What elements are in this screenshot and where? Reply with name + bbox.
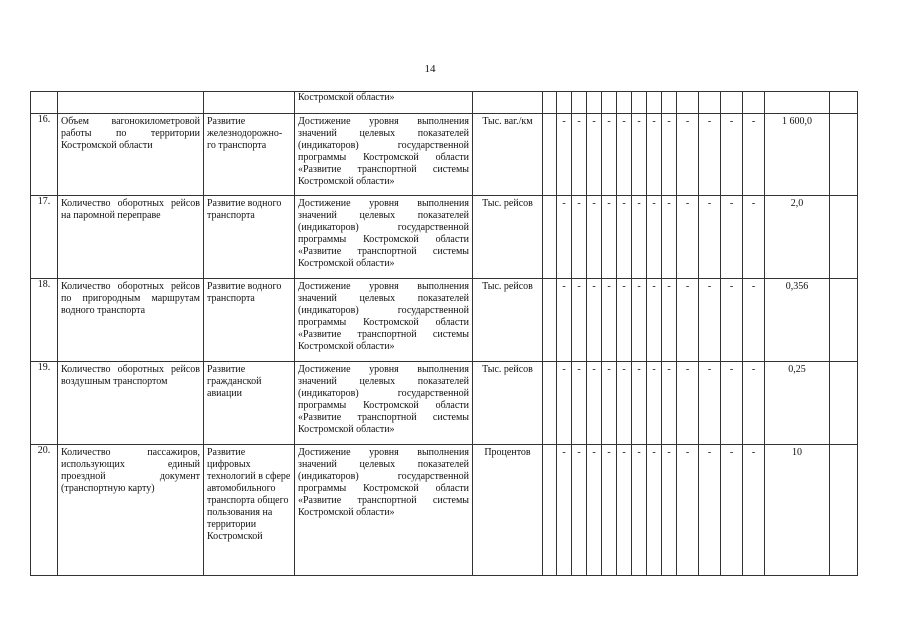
indicator-name: Количество оборотных рейсов по пригородным маршрутам водного транспорта [58, 279, 204, 362]
goal-text: Достижение уровня выполнения значений целевых показателей (индикаторов) государственной программы Костромской области «Развитие транспортной системы Костромской области» [295, 114, 473, 196]
dash-cell: - [677, 445, 699, 576]
period-cell [572, 92, 587, 114]
dash-cell: - [721, 114, 743, 196]
dash-cell: - [602, 196, 617, 279]
indicator-name: Количество оборотных рейсов на паромной переправе [58, 196, 204, 279]
dash-cell: - [617, 445, 632, 576]
dash-cell: - [602, 114, 617, 196]
dash-cell: - [587, 445, 602, 576]
dash-cell: - [743, 279, 765, 362]
indicators-table [30, 91, 858, 576]
dash-cell: - [587, 114, 602, 196]
period-cell [617, 92, 632, 114]
dash-cell: - [721, 445, 743, 576]
unit-label: Тыс. рейсов [473, 196, 543, 279]
direction-name: Развитие цифровых технологий в сфере автомобильного транспорта общего пользования на территории Костромской [204, 445, 295, 576]
direction-name: Развитие водного транспорта [204, 196, 295, 279]
unit-label: Тыс. рейсов [473, 362, 543, 445]
dash-cell: - [632, 279, 647, 362]
target-value: 0,25 [765, 362, 830, 445]
period-cell [602, 92, 617, 114]
dash-cell: - [557, 445, 572, 576]
row-number: 17. [31, 196, 58, 279]
dash-cell: - [662, 279, 677, 362]
dash-cell: - [632, 445, 647, 576]
period-cell [743, 92, 765, 114]
dash-cell: - [662, 196, 677, 279]
gap-cell [543, 196, 557, 279]
dash-cell: - [662, 114, 677, 196]
value-cell [765, 92, 830, 114]
number-cell [31, 92, 58, 114]
dash-cell: - [572, 279, 587, 362]
table-row [31, 196, 858, 279]
direction-name: Развитие водного транспорта [204, 279, 295, 362]
dash-cell: - [602, 279, 617, 362]
table-row [31, 279, 858, 362]
dash-cell: - [557, 362, 572, 445]
dash-cell: - [647, 362, 662, 445]
trailing-cell [830, 445, 858, 576]
dash-cell: - [617, 196, 632, 279]
unit-cell [473, 92, 543, 114]
indicator-name: Количество пассажиров, использующих единый проездной документ (транспортную карту) [58, 445, 204, 576]
dash-cell: - [677, 279, 699, 362]
direction-name: Развитие гражданской авиации [204, 362, 295, 445]
trailing-cell [830, 92, 858, 114]
indicator-name: Объем вагонокилометровой работы по территории Костромской области [58, 114, 204, 196]
period-cell [557, 92, 572, 114]
gap-cell [543, 445, 557, 576]
table-row [31, 114, 858, 196]
target-value: 0,356 [765, 279, 830, 362]
goal-text: Достижение уровня выполнения значений целевых показателей (индикаторов) государственной программы Костромской области «Развитие транспортной системы Костромской области» [295, 362, 473, 445]
goal-text: Достижение уровня выполнения значений целевых показателей (индикаторов) государственной программы Костромской области «Развитие транспортной системы Костромской области» [295, 279, 473, 362]
dash-cell: - [587, 279, 602, 362]
gap-cell [543, 279, 557, 362]
period-cell [699, 92, 721, 114]
dash-cell: - [721, 279, 743, 362]
dash-cell: - [677, 114, 699, 196]
dash-cell: - [743, 362, 765, 445]
period-cell [721, 92, 743, 114]
gap-cell [543, 114, 557, 196]
direction-cell [204, 92, 295, 114]
dash-cell: - [572, 196, 587, 279]
dash-cell: - [647, 445, 662, 576]
row-number: 19. [31, 362, 58, 445]
direction-name: Развитие железнодорожно-го транспорта [204, 114, 295, 196]
dash-cell: - [602, 445, 617, 576]
dash-cell: - [572, 114, 587, 196]
row-number: 20. [31, 445, 58, 576]
row-number: 16. [31, 114, 58, 196]
dash-cell: - [662, 445, 677, 576]
dash-cell: - [572, 445, 587, 576]
dash-cell: - [587, 196, 602, 279]
dash-cell: - [699, 279, 721, 362]
trailing-cell [830, 196, 858, 279]
gap-cell [543, 92, 557, 114]
trailing-cell [830, 114, 858, 196]
indicator-name: Количество оборотных рейсов воздушным транспортом [58, 362, 204, 445]
dash-cell: - [677, 362, 699, 445]
goal-text: Достижение уровня выполнения значений целевых показателей (индикаторов) государственной программы Костромской области «Развитие транспортной системы Костромской области» [295, 196, 473, 279]
dash-cell: - [617, 362, 632, 445]
table-row [31, 445, 858, 576]
unit-label: Процентов [473, 445, 543, 576]
gap-cell [543, 362, 557, 445]
trailing-cell [830, 279, 858, 362]
dash-cell: - [587, 362, 602, 445]
dash-cell: - [721, 196, 743, 279]
period-cell [647, 92, 662, 114]
dash-cell: - [632, 362, 647, 445]
unit-label: Тыс. ваг./км [473, 114, 543, 196]
dash-cell: - [662, 362, 677, 445]
dash-cell: - [557, 279, 572, 362]
indicator-cell [58, 92, 204, 114]
dash-cell: - [617, 279, 632, 362]
dash-cell: - [632, 196, 647, 279]
period-cell [587, 92, 602, 114]
row-number: 18. [31, 279, 58, 362]
dash-cell: - [743, 445, 765, 576]
dash-cell: - [699, 196, 721, 279]
dash-cell: - [699, 362, 721, 445]
dash-cell: - [647, 114, 662, 196]
dash-cell: - [557, 196, 572, 279]
dash-cell: - [557, 114, 572, 196]
dash-cell: - [699, 114, 721, 196]
unit-label: Тыс. рейсов [473, 279, 543, 362]
dash-cell: - [699, 445, 721, 576]
period-cell [632, 92, 647, 114]
dash-cell: - [721, 362, 743, 445]
dash-cell: - [647, 279, 662, 362]
dash-cell: - [617, 114, 632, 196]
dash-cell: - [743, 196, 765, 279]
table-row [31, 362, 858, 445]
dash-cell: - [632, 114, 647, 196]
period-cell [662, 92, 677, 114]
dash-cell: - [572, 362, 587, 445]
page-number: 14 [424, 63, 436, 75]
target-value: 2,0 [765, 196, 830, 279]
dash-cell: - [743, 114, 765, 196]
period-cell [677, 92, 699, 114]
target-value: 1 600,0 [765, 114, 830, 196]
target-value: 10 [765, 445, 830, 576]
goal-text: Достижение уровня выполнения значений целевых показателей (индикаторов) государственной программы Костромской области «Развитие транспортной системы Костромской области» [295, 445, 473, 576]
dash-cell: - [647, 196, 662, 279]
dash-cell: - [677, 196, 699, 279]
goal-cell: Костромской области» [295, 92, 473, 114]
dash-cell: - [602, 362, 617, 445]
continuation-row [31, 92, 858, 114]
trailing-cell [830, 362, 858, 445]
